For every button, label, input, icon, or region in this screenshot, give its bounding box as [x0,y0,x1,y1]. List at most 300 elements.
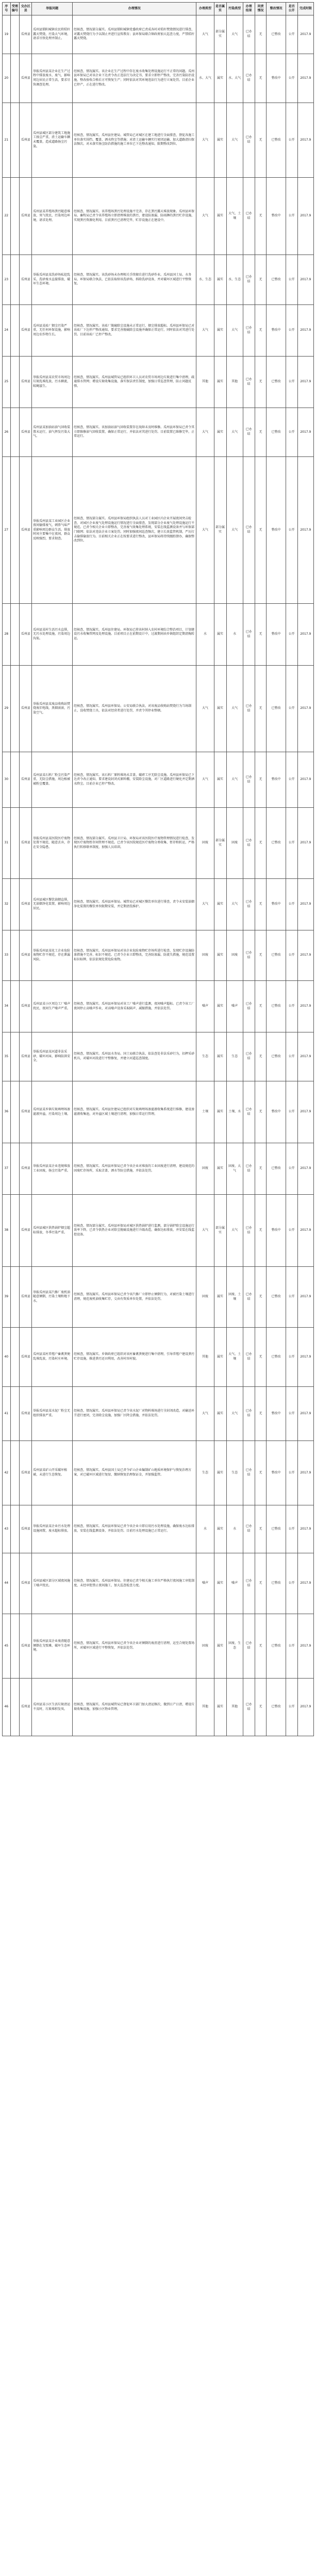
cell-status: 属实 [214,1505,226,1553]
cell-pollution: 大气 [226,305,243,357]
header-type: 办理类型 [196,3,214,15]
table-row [3,408,314,457]
table-row [3,752,314,808]
cell-no: 40 [3,1328,11,1387]
cell-type: 水 [196,604,214,666]
cell-pollution: 水、生态 [226,255,243,305]
cell-pollution: 大气 [226,752,243,808]
cell-result: 已办结 [243,54,255,103]
cell-detail: 经核查，情况属实。该加油站油气回收装置存在故障未及时维修。瓜州县环保局已责令其立即维修油气回收装置，确保正常运行，并依法对其进行处罚。目前装置已维修完毕，正常运行。 [73,408,196,457]
cell-deadline: 2017.9 [297,1614,313,1679]
cell-status: 属实 [214,103,226,178]
cell-status: 属实 [214,408,226,457]
table-row [3,178,314,255]
cell-pollution: 其他 [226,1679,243,1736]
cell-type: 大气 [196,666,214,752]
cell-detail: 经核查，情况属实。该养殖场粪污处理设施不完善，存在粪污露天堆放现象。瓜州县环保局、畜牧局已责令该养殖场立即清理堆放的粪污，建设防渗漏、防雨淋的粪污贮存设施，实现粪污资源化利用。目前粪污已清理完毕，贮存设施正在建设中。 [73,178,196,255]
cell-detail: 经核查，情况属实。瓜州县住建局、环保局已将该村纳入农村环境综合整治项目，计划建设污水收集管网及处理设施。目前项目正在前期设计中，过渡期间由乡镇组织定期清掏转运。 [73,604,196,666]
cell-detail: 经核查，情况属实。该企业在生产过程中存在废水收集处理设施运行不正常的问题。瓜州县环保局已对该企业下达责令改正违法行为决定书，要求立即停产整改，完善污染防治设施，整改验收合格后方可恢复生产；同时依法对其环境违法行为进行立案处罚。目前企业已停产，正在进行整改。 [73,54,196,103]
cell-county: 瓜州县 [20,1553,32,1614]
cell-type: 大气 [196,879,214,930]
table-row [3,666,314,752]
cell-deadline: 2017.9 [297,981,313,1032]
cell-public: 公开 [286,1195,297,1267]
cell-pollution: 水 [226,604,243,666]
cell-status: 部分属实 [214,15,226,54]
cell-pollution: 固废、生态 [226,1614,243,1679]
cell-accountability: 无 [255,1505,267,1553]
table-row [3,1328,314,1387]
cell-accountability: 无 [255,1614,267,1679]
cell-issue: 举报瓜州县某河道非法采砂，破坏河床，影响防洪安全。 [32,1032,73,1081]
table-row [3,1032,314,1081]
cell-related [10,808,20,879]
cell-county: 瓜州县 [20,1195,32,1267]
cell-type: 固废 [196,1267,214,1328]
cell-rectification: 已整改 [267,1143,286,1195]
cell-related [10,255,20,305]
cell-rectification: 已整改 [267,666,286,752]
cell-status: 属实 [214,879,226,930]
header-no: 序号 [3,3,11,15]
cell-detail: 经核查，情况部分属实。瓜州县锁阳城镇党委政府已责成各村对秸秆焚烧情况进行排查，对露天焚烧行为予以制止并进行宣传教育；县环保局联合镇政府加大巡查力度，严禁秸秆露天焚烧。 [73,15,196,54]
cell-issue: 瓜州县某小区周边工厂噪声扰民，夜间生产噪声严重。 [32,981,73,1032]
cell-detail: 经核查，情况属实。瓜州县环保局已责令该企业立即启用污水处理设施，确保废水达标排放，安装在线监测设备，并依法处罚。目前污水处理设施已正常运行。 [73,1505,196,1553]
cell-public: 公开 [286,1267,297,1328]
cell-public: 公开 [286,1614,297,1679]
cell-county: 瓜州县 [20,1505,32,1553]
cell-related [10,1143,20,1195]
cell-public: 公开 [286,15,297,54]
cell-status: 属实 [214,1679,226,1736]
cell-pollution: 其他 [226,357,243,408]
cell-public: 公开 [286,305,297,357]
cell-result: 已办结 [243,1081,255,1143]
cell-public: 公开 [286,1143,297,1195]
table-row [3,604,314,666]
cell-county: 瓜州县 [20,981,32,1032]
cell-detail: 经核查，情况属实。瓜州县住建局、城管局已对城区在建工地进行全面排查，督促各施工单位落实围挡、覆盖、洒水降尘等措施；对渣土运输车辆实行密闭运输，加大道路清扫保洁频次。对未落实扬尘防治措施的施工单位已下达整改通知，限期整改到位。 [73,103,196,178]
cell-detail: 经核查，情况属实。瓜州县环保局、城管局已对城区餐饮单位进行排查，责令未安装油烟净化装置的餐饮单位限期安装，并定期清洗维护。 [73,879,196,930]
cell-deadline: 2017.9 [297,255,313,305]
cell-no: 26 [3,408,11,457]
cell-accountability: 无 [255,408,267,457]
cell-deadline: 2017.9 [297,808,313,879]
cell-county: 瓜州县 [20,666,32,752]
cell-no: 45 [3,1614,11,1679]
cell-no: 42 [3,1441,11,1505]
cell-county: 瓜州县 [20,1267,32,1328]
cell-result: 已办结 [243,1387,255,1441]
cell-result: 已办结 [243,1553,255,1614]
cell-public: 公开 [286,1505,297,1553]
cell-public: 公开 [286,1328,297,1387]
cell-status: 部分属实 [214,808,226,879]
cell-deadline: 2017.9 [297,1387,313,1441]
cell-county: 瓜州县 [20,457,32,604]
cell-accountability: 无 [255,1081,267,1143]
cell-related [10,752,20,808]
cell-related [10,1553,20,1614]
cell-issue: 瓜州县城区供热锅炉烟尘超标排放，冬季污染严重。 [32,1195,73,1267]
cell-pollution: 固废 [226,930,243,981]
cell-deadline: 2017.9 [297,408,313,457]
cell-detail: 经核查，情况属实。乡镇政府已组织对该村畜禽粪便进行集中清理，引导养殖户建设粪污贮存设施，推进粪污还田利用，改善村容村貌。 [73,1328,196,1387]
cell-type: 固废 [196,808,214,879]
cell-result: 已办结 [243,15,255,54]
cell-result: 已办结 [243,981,255,1032]
cell-related [10,1328,20,1387]
cell-type: 固废 [196,930,214,981]
cell-result: 已办结 [243,752,255,808]
cell-status: 属实 [214,255,226,305]
table-row [3,255,314,305]
cell-no: 43 [3,1505,11,1553]
cell-rectification: 已整改 [267,930,286,981]
cell-issue: 举报瓜州县某汽修厂废机油随意倾倒，污染土壤和地下水。 [32,1267,73,1328]
cell-rectification: 整改中 [267,1081,286,1143]
cell-public: 公开 [286,752,297,808]
cell-related [10,54,20,103]
cell-deadline: 2017.9 [297,879,313,930]
cell-county: 瓜州县 [20,305,32,357]
cell-type: 水、生态 [196,255,214,305]
cell-pollution: 大气 [226,103,243,178]
cell-issue: 瓜州县锁阳城镇农民将秸秆露天焚烧，污染大气环境，请求尽快处理并制止。 [32,15,73,54]
cell-accountability: 无 [255,1032,267,1081]
cell-issue: 瓜州县某乡镇垃圾填埋场渗滤液外溢，污染周边土壤。 [32,1081,73,1143]
cell-issue: 举报瓜州县某水泥厂粉尘无组织排放严重。 [32,1387,73,1441]
cell-no: 46 [3,1679,11,1736]
cell-pollution: 大气、土壤 [226,1328,243,1387]
cell-county: 瓜州县 [20,1081,32,1143]
cell-result: 已办结 [243,457,255,604]
cell-result: 已办结 [243,305,255,357]
table-row [3,103,314,178]
cell-county: 瓜州县 [20,752,32,808]
cell-rectification: 已整改 [267,1505,286,1553]
cell-pollution: 固废、土壤 [226,1267,243,1328]
cell-pollution: 土壤、水 [226,1081,243,1143]
cell-accountability: 无 [255,604,267,666]
cell-type: 大气 [196,752,214,808]
cell-no: 22 [3,178,11,255]
cell-related [10,1614,20,1679]
cell-deadline: 2017.9 [297,457,313,604]
cell-detail: 经核查，情况属实。瓜州县环保局已责令该企业对堆放的工业固废进行清理，建设规范的固废贮存场所，采取苫盖、洒水等防尘措施，并依法处罚。 [73,1143,196,1195]
cell-public: 公开 [286,604,297,666]
cell-deadline: 2017.9 [297,666,313,752]
cell-type: 大气 [196,103,214,178]
cell-issue: 瓜州县城区餐饮油烟直排，无油烟净化装置，影响周边居民。 [32,879,73,930]
cell-pollution: 水 [226,1505,243,1553]
cell-accountability: 无 [255,1328,267,1387]
cell-rectification: 已整改 [267,1679,286,1736]
cell-public: 公开 [286,981,297,1032]
cell-status: 属实 [214,1032,226,1081]
header-deadline: 完成时限 [297,3,313,15]
cell-status: 属实 [214,752,226,808]
cell-detail: 经核查，情况属实。瓜州县环保局已责令该汽修厂立即停止倾倒行为，对被污染土壤进行清理，规范废机油收集贮存，交由有资质单位处置，并依法处罚。 [73,1267,196,1328]
cell-status: 属实 [214,305,226,357]
cell-related [10,1441,20,1505]
cell-deadline: 2017.9 [297,752,313,808]
cell-county: 瓜州县 [20,1032,32,1081]
cell-detail: 经核查，情况属实。瓜州县环保局对该企业危险废物贮存场所进行检查，发现贮存设施防渗措施不完善、标识不规范。已责令企业立即整改，完善防渗漏、防流失措施，规范设置标识标牌，依法依规处置危险废物。 [73,930,196,981]
cell-no: 19 [3,15,11,54]
cell-deadline: 2017.9 [297,1505,313,1553]
cell-status: 属实 [214,1081,226,1143]
cell-detail: 经核查，情况属实。瓜州县环保局、公安局联合执法，对该废品收购站焚烧行为当场制止，没收焚烧工具，依法对经营者进行处罚，并责令其停业整顿。 [73,666,196,752]
cell-deadline: 2017.9 [297,357,313,408]
cell-issue: 瓜州县某养殖场粪污随意堆放，臭气扰民，污染周边环境，请求处理。 [32,178,73,255]
cell-type: 固废 [196,1143,214,1195]
cell-accountability: 无 [255,357,267,408]
cell-county: 瓜州县 [20,604,32,666]
cell-rectification: 整改中 [267,879,286,930]
cell-status: 属实 [214,930,226,981]
cell-accountability: 无 [255,103,267,178]
cell-status: 属实 [214,1553,226,1614]
table-row [3,1679,314,1736]
table-row [3,305,314,357]
header-detail: 办理情况 [73,3,196,15]
cell-no: 29 [3,666,11,752]
cell-related [10,357,20,408]
cell-pollution: 生态 [226,1032,243,1081]
cell-accountability: 无 [255,1267,267,1328]
table-row [3,1614,314,1679]
cell-rectification: 已整改 [267,255,286,305]
cell-result: 已办结 [243,879,255,930]
cell-issue: 举报瓜州县某企业废渣随意倾倒在戈壁滩，破坏生态环境。 [32,1614,73,1679]
cell-no: 37 [3,1143,11,1195]
cell-county: 瓜州县 [20,408,32,457]
cell-county: 瓜州县 [20,1143,32,1195]
cell-no: 28 [3,604,11,666]
cell-type: 水、大气 [196,54,214,103]
cell-related [10,457,20,604]
cell-rectification: 已整改 [267,15,286,54]
cell-result: 已办结 [243,1143,255,1195]
cell-issue: 瓜州县某矿山开采破坏植被，未进行生态恢复。 [32,1441,73,1505]
cell-deadline: 2017.9 [297,1143,313,1195]
cell-rectification: 已整改 [267,1032,286,1081]
cell-no: 32 [3,879,11,930]
table-row [3,1143,314,1195]
cell-pollution: 固废 [226,808,243,879]
header-rectification: 整改情况 [267,3,286,15]
cell-accountability: 无 [255,1143,267,1195]
cell-type: 固废 [196,1614,214,1679]
cell-result: 已办结 [243,357,255,408]
cell-detail: 经核查，情况属实。瓜州县城管局已组织环卫人员对农贸市场周边垃圾进行集中清理，疏通排水管网；增设垃圾收集设施，落实保洁责任制度，加强日常巡查管理，防止问题反弹。 [73,357,196,408]
table-row [3,981,314,1032]
cell-detail: 经核查，情况属实。该砖厂脱硫除尘设施未正常运行，烟尘排放超标。瓜州县环保局已对该砖厂下达停产整改通知，要求完善脱硫除尘设施并确保正常运行，同时依法对其进行处罚。目前该砖厂已停产整改。 [73,305,196,357]
cell-pollution: 大气、土壤 [226,178,243,255]
table-header-row [3,3,314,15]
cell-issue: 举报瓜州县某废品收购站焚烧废旧电线，黑烟滚滚，污染空气。 [32,666,73,752]
cell-issue: 举报瓜州县某洗砂场私挖乱采，洗砂废水直接排放，破坏生态环境。 [32,255,73,305]
cell-detail: 经核查，情况属实。瓜州县环保局已责令该企业对倾倒的废渣进行清理，运至合规处置场所，对破坏区域进行平整恢复，并依法处罚。 [73,1614,196,1679]
cell-related [10,15,20,54]
cell-public: 公开 [286,879,297,930]
cell-deadline: 2017.9 [297,1328,313,1387]
cell-public: 公开 [286,1032,297,1081]
cell-accountability: 无 [255,1195,267,1267]
cell-public: 公开 [286,666,297,752]
table-row [3,357,314,408]
cell-status: 属实 [214,604,226,666]
cell-type: 生态 [196,1441,214,1505]
cell-no: 41 [3,1387,11,1441]
cell-rectification: 整改中 [267,604,286,666]
cell-detail: 经核查，情况属实。瓜州县国土局已责令矿山企业编制矿山地质环境保护与恢复治理方案，对已破坏区域进行复绿，缴纳恢复治理保证金，并加强监管。 [73,1441,196,1505]
cell-related [10,103,20,178]
cell-issue: 瓜州县某砖厂烟尘污染严重，无任何环保设施，影响周边农作物生长。 [32,305,73,357]
cell-public: 公开 [286,1553,297,1614]
cell-rectification: 整改中 [267,1441,286,1505]
cell-no: 39 [3,1267,11,1328]
cell-county: 瓜州县 [20,1328,32,1387]
cell-result: 已办结 [243,103,255,178]
cell-accountability: 无 [255,1441,267,1505]
table-row [3,54,314,103]
cell-detail: 经核查，情况属实。瓜州县住建局已组织对垃圾填埋场渗滤液收集系统进行维修，建设渗滤液收集池，对外溢区域土壤进行清理，加强日常运行管理。 [73,1081,196,1143]
cell-pollution: 大气 [226,879,243,930]
cell-issue: 瓜州县某村养殖户畜禽粪便乱堆乱放，污染村庄环境。 [32,1328,73,1387]
cell-deadline: 2017.9 [297,1267,313,1328]
cell-county: 瓜州县 [20,930,32,981]
cell-county: 瓜州县 [20,1387,32,1441]
cell-result: 已办结 [243,1679,255,1736]
cell-type: 其他 [196,1679,214,1736]
cell-accountability: 无 [255,752,267,808]
header-pollution: 污染类型 [226,3,243,15]
cell-pollution: 大气 [226,1195,243,1267]
cell-status: 属实 [214,1387,226,1441]
cell-result: 已办结 [243,1195,255,1267]
cell-result: 已办结 [243,1441,255,1505]
table-row [3,1553,314,1614]
cell-rectification: 已整改 [267,1267,286,1328]
cell-result: 已办结 [243,666,255,752]
table-row [3,879,314,930]
cell-detail: 经核查，情况属实。瓜州县城管局已督促环卫部门加大清运频次，做到日产日清，增设垃圾收集设施，加强小区物业管理。 [73,1679,196,1736]
header-county: 交办区县 [20,3,32,15]
cell-pollution: 生态 [226,1441,243,1505]
cell-deadline: 2017.9 [297,1195,313,1267]
cell-no: 35 [3,1032,11,1081]
cell-rectification: 已整改 [267,1614,286,1679]
cell-issue: 瓜州县某石料厂粉尘污染严重，无防尘措施，周边植被被粉尘覆盖。 [32,752,73,808]
cell-related [10,879,20,930]
table-row [3,1081,314,1143]
cell-issue: 瓜州县城区部分建筑工地施工扬尘严重，渣土运输车辆未覆盖，造成道路扬尘污染。 [32,103,73,178]
cell-county: 瓜州县 [20,255,32,305]
cell-related [10,1679,20,1736]
cell-rectification: 已整改 [267,1553,286,1614]
cell-accountability: 无 [255,15,267,54]
cell-county: 瓜州县 [20,1679,32,1736]
cell-deadline: 2017.9 [297,178,313,255]
cell-county: 瓜州县 [20,54,32,103]
complaint-table [2,2,314,1736]
cell-type: 其他 [196,357,214,408]
cell-pollution: 大气 [226,1387,243,1441]
cell-no: 31 [3,808,11,879]
cell-public: 公开 [286,178,297,255]
cell-no: 36 [3,1081,11,1143]
cell-related [10,1081,20,1143]
cell-result: 已办结 [243,1614,255,1679]
cell-type: 大气 [196,15,214,54]
cell-type: 土壤 [196,1081,214,1143]
cell-related [10,408,20,457]
cell-type: 大气 [196,305,214,357]
cell-accountability: 无 [255,879,267,930]
cell-public: 公开 [286,1679,297,1736]
cell-public: 公开 [286,408,297,457]
cell-deadline: 2017.9 [297,103,313,178]
cell-accountability: 无 [255,1387,267,1441]
cell-issue: 瓜州县城区部分区域夜间施工噪声扰民。 [32,1553,73,1614]
cell-pollution: 固废、大气 [226,1143,243,1195]
header-accountability: 问责情况 [255,3,267,15]
cell-rectification: 整改中 [267,178,286,255]
table-row [3,457,314,604]
cell-rectification: 整改中 [267,305,286,357]
cell-result: 已办结 [243,408,255,457]
cell-detail: 经核查，情况属实。该洗砂场未办理相关手续擅自进行洗砂作业。瓜州县国土局、水务局、环保局联合执法，已依法取缔该洗砂场，拆除洗砂设备，并对破坏区域进行平整恢复。 [73,255,196,305]
cell-related [10,1505,20,1553]
header-status: 是否属实 [214,3,226,15]
cell-county: 瓜州县 [20,1441,32,1505]
table-row [3,1195,314,1267]
cell-issue: 瓜州县某加油站油气回收装置未运行，油气挥发污染大气。 [32,408,73,457]
cell-public: 公开 [286,1387,297,1441]
cell-detail: 经核查，情况属实。该石料厂原料堆场未苫盖，破碎工序无除尘设施。瓜州县环保局已下达责令改正通知，要求建设封闭式原料棚，安装除尘设施，对厂区道路进行硬化并定期洒水降尘。目前企业已停产整改。 [73,752,196,808]
cell-status: 属实 [214,1614,226,1679]
cell-status: 属实 [214,981,226,1032]
cell-rectification: 已整改 [267,808,286,879]
cell-issue: 举报瓜州县某医院医疗废物处置不规范，随意丢弃，存在安全隐患。 [32,808,73,879]
cell-issue: 举报瓜州县某企业违规堆放工业固废，扬尘污染严重。 [32,1143,73,1195]
cell-type: 大气 [196,408,214,457]
cell-pollution: 水、大气 [226,54,243,103]
cell-status: 属实 [214,54,226,103]
cell-no: 20 [3,54,11,103]
table-row [3,1267,314,1328]
cell-related [10,930,20,981]
cell-detail: 经核查，情况属实。瓜州县环保局对该工厂噪声进行监测，夜间噪声超标。已责令该工厂夜间停止高噪声作业，对高噪声设备采取隔声、减振措施，并依法处罚。 [73,981,196,1032]
cell-related [10,604,20,666]
cell-detail: 经核查，情况属实。瓜州县水务局、国土局联合执法，依法查处非法采砂行为，扣押采砂机具，对破坏河段进行平整修复，并建立河道巡查制度。 [73,1032,196,1081]
cell-pollution: 大气 [226,666,243,752]
cell-no: 23 [3,255,11,305]
table-row [3,15,314,54]
table-row [3,1505,314,1553]
cell-type: 大气 [196,1387,214,1441]
cell-county: 瓜州县 [20,15,32,54]
cell-no: 21 [3,103,11,178]
cell-status: 属实 [214,178,226,255]
cell-status: 部分属实 [214,1195,226,1267]
cell-public: 公开 [286,54,297,103]
cell-related [10,981,20,1032]
cell-public: 公开 [286,457,297,604]
cell-no: 33 [3,930,11,981]
